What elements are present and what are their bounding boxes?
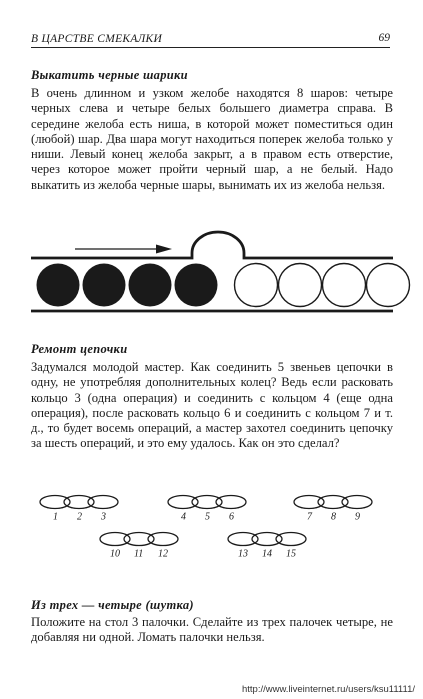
- chain-ring-label: 6: [229, 511, 234, 523]
- chain-ring: [342, 496, 372, 509]
- running-head: В ЦАРСТВЕ СМЕКАЛКИ: [31, 33, 163, 45]
- trough-figure: [0, 225, 423, 315]
- white-ball: [323, 264, 366, 307]
- black-ball: [37, 264, 80, 307]
- chain-ring-label: 9: [355, 511, 360, 523]
- chain-ring: [252, 533, 282, 546]
- chain-ring-label: 14: [262, 548, 272, 560]
- chain-ring-label: 5: [205, 511, 210, 523]
- chain-ring: [124, 533, 154, 546]
- chain-ring-label: 8: [331, 511, 336, 523]
- chain-ring: [216, 496, 246, 509]
- chain-ring: [64, 496, 94, 509]
- chain-ring: [228, 533, 258, 546]
- chain-piece: [40, 496, 118, 523]
- chain-ring-label: 3: [101, 511, 106, 523]
- section2-title: Ремонт цепочки: [31, 342, 128, 356]
- page-number: 69: [378, 32, 390, 44]
- chain-ring: [148, 533, 178, 546]
- white-ball: [279, 264, 322, 307]
- chain-ring-label: 7: [307, 511, 312, 523]
- chain-piece: [100, 533, 178, 560]
- chain-ring-label: 15: [286, 548, 296, 560]
- black-ball: [83, 264, 126, 307]
- white-ball: [235, 264, 278, 307]
- chain-ring: [168, 496, 198, 509]
- chain-ring: [100, 533, 130, 546]
- section3-title: Из трех — четыре (шутка): [31, 598, 194, 612]
- chain-piece: [168, 496, 246, 523]
- chain-piece: [228, 533, 306, 560]
- black-ball: [129, 264, 172, 307]
- chain-ring-label: 12: [158, 548, 168, 560]
- white-ball: [367, 264, 410, 307]
- chain-ring-label: 10: [110, 548, 120, 560]
- chain-ring-label: 4: [181, 511, 186, 523]
- chain-pieces-figure: [0, 488, 423, 563]
- chain-ring-label: 2: [77, 511, 82, 523]
- section3-text: Положите на стол 3 палочки. Сделайте из трех палочек четыре, не добавляя ни одной. Ломать палочки нельзя.: [31, 615, 393, 645]
- section1-title: Выкатить черные шарики: [31, 68, 188, 82]
- chain-ring: [88, 496, 118, 509]
- chain-ring: [40, 496, 70, 509]
- chain-ring: [276, 533, 306, 546]
- chain-ring: [294, 496, 324, 509]
- chain-ring-label: 13: [238, 548, 248, 560]
- watermark-url: http://www.liveinternet.ru/users/ksu11111/: [241, 684, 415, 695]
- chain-ring-label: 11: [134, 548, 144, 560]
- chain-piece: [294, 496, 372, 523]
- page-header: [31, 27, 390, 48]
- arrow-icon: [75, 245, 172, 254]
- chain-ring-label: 1: [53, 511, 58, 523]
- section2-text: Задумался молодой мастер. Как соединить 5 звеньев цепочки в одну, не употребляя дополнительных колец? Ведь если расковать кольцо 3 (одна операция) и соединить с кольцом 4 (еще одна операция), после расковать кольцо 6 и соединить с кольцом 7 и т. д., то будет восемь операций, а мастер захотел соединить цепочку за шесть операций, и это ему удалось. Как он это сделал?: [31, 360, 393, 451]
- chain-ring: [192, 496, 222, 509]
- black-ball: [175, 264, 218, 307]
- section1-text: В очень длинном и узком желобе находятся 8 шаров: четыре черных слева и четыре белых большего диаметра справа. В середине желоба есть ниша, в которой может поместиться один (любой) шар. Два шара могут находиться поперек желоба только у ниши. Левый конец желоба закрыт, а в правом есть отверстие, через которое может пройти черный шар, а не белый. Надо выкатить из желоба черные шары, вынимать их из желоба нельзя.: [31, 86, 393, 192]
- chain-ring: [318, 496, 348, 509]
- trough-top-edge: [31, 232, 393, 258]
